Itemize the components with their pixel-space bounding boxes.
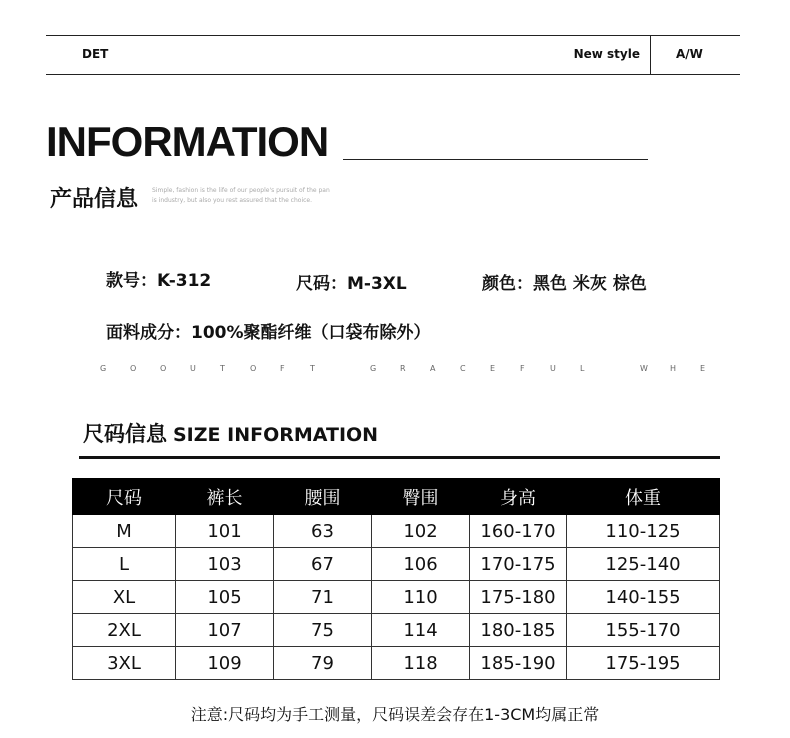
table-row xyxy=(73,581,720,614)
decorative-letter: E xyxy=(490,364,496,373)
table-cell: 3XL xyxy=(73,647,176,680)
color-options: 颜色：黑色 米灰 棕色 xyxy=(482,274,647,294)
table-cell: 114 xyxy=(372,614,470,647)
column-header: 身高 xyxy=(470,479,567,515)
fabric-composition: 面料成分：100%聚酯纤维（口袋布除外） xyxy=(106,323,431,343)
decorative-letter: T xyxy=(310,364,315,373)
decorative-letter: O xyxy=(130,364,137,373)
decorative-letter: E xyxy=(700,364,706,373)
table-cell: 75 xyxy=(274,614,372,647)
new-style-label: New style xyxy=(573,47,640,61)
table-cell: 106 xyxy=(372,548,470,581)
table-cell: 109 xyxy=(176,647,274,680)
information-title: INFORMATION xyxy=(46,118,329,165)
decorative-letter: U xyxy=(190,364,196,373)
table-cell: 102 xyxy=(372,515,470,548)
decorative-letter: F xyxy=(280,364,285,373)
decorative-letter: L xyxy=(580,364,585,373)
table-cell: 118 xyxy=(372,647,470,680)
decorative-letters xyxy=(100,364,730,373)
decorative-letter: F xyxy=(520,364,525,373)
table-cell: 140-155 xyxy=(567,581,720,614)
top-bar xyxy=(46,35,740,75)
table-cell: L xyxy=(73,548,176,581)
size-table-body xyxy=(73,515,720,680)
table-cell: 180-185 xyxy=(470,614,567,647)
decorative-letter: H xyxy=(670,364,677,373)
table-cell: M xyxy=(73,515,176,548)
table-cell: 107 xyxy=(176,614,274,647)
size-info-heading xyxy=(83,418,378,448)
style-number: 款号：K-312 xyxy=(106,271,212,291)
decorative-letter: G xyxy=(100,364,107,373)
table-cell: 125-140 xyxy=(567,548,720,581)
divider xyxy=(650,36,651,74)
size-info-en: SIZE INFORMATION xyxy=(173,424,379,446)
decorative-letter: A xyxy=(430,364,436,373)
table-cell: 110-125 xyxy=(567,515,720,548)
slogan xyxy=(152,186,332,206)
table-cell: 170-175 xyxy=(470,548,567,581)
table-cell: 101 xyxy=(176,515,274,548)
measurement-note: 注意:尺码均为手工测量，尺码误差会存在1-3CM均属正常 xyxy=(190,705,600,724)
table-cell: 185-190 xyxy=(470,647,567,680)
table-cell: 105 xyxy=(176,581,274,614)
column-header: 裤长 xyxy=(176,479,274,515)
table-cell: 103 xyxy=(176,548,274,581)
column-header: 臀围 xyxy=(372,479,470,515)
table-cell: 155-170 xyxy=(567,614,720,647)
table-cell: 175-180 xyxy=(470,581,567,614)
size-table xyxy=(72,478,720,680)
decorative-letter: T xyxy=(220,364,225,373)
slogan-line-1: Simple, fashion is the life of our people's pursuit of the pan xyxy=(152,187,330,194)
table-cell: 110 xyxy=(372,581,470,614)
table-cell: 71 xyxy=(274,581,372,614)
decorative-letter: C xyxy=(460,364,466,373)
slogan-line-2: is industry, but also you rest assured that the choice. xyxy=(152,197,313,204)
size-info-cn: 尺码信息 xyxy=(83,422,167,446)
decorative-letter: W xyxy=(640,364,648,373)
decorative-letter: R xyxy=(400,364,406,373)
table-cell: 2XL xyxy=(73,614,176,647)
table-cell: XL xyxy=(73,581,176,614)
table-row xyxy=(73,614,720,647)
column-header: 体重 xyxy=(567,479,720,515)
column-header: 尺码 xyxy=(73,479,176,515)
column-header: 腰围 xyxy=(274,479,372,515)
table-cell: 160-170 xyxy=(470,515,567,548)
table-cell: 63 xyxy=(274,515,372,548)
size-rule xyxy=(79,456,720,459)
table-cell: 67 xyxy=(274,548,372,581)
table-row xyxy=(73,548,720,581)
table-cell: 79 xyxy=(274,647,372,680)
table-row xyxy=(73,647,720,680)
season-label: A/W xyxy=(676,47,703,61)
size-range: 尺码：M-3XL xyxy=(296,274,407,294)
brand-label: DET xyxy=(82,47,109,61)
product-info-title: 产品信息 xyxy=(50,187,139,212)
decorative-letter: G xyxy=(370,364,377,373)
size-table-header xyxy=(73,479,720,515)
decorative-letter: O xyxy=(160,364,167,373)
decorative-letter: U xyxy=(550,364,556,373)
table-cell: 175-195 xyxy=(567,647,720,680)
title-rule xyxy=(343,159,648,160)
decorative-letter: O xyxy=(250,364,257,373)
table-row xyxy=(73,515,720,548)
